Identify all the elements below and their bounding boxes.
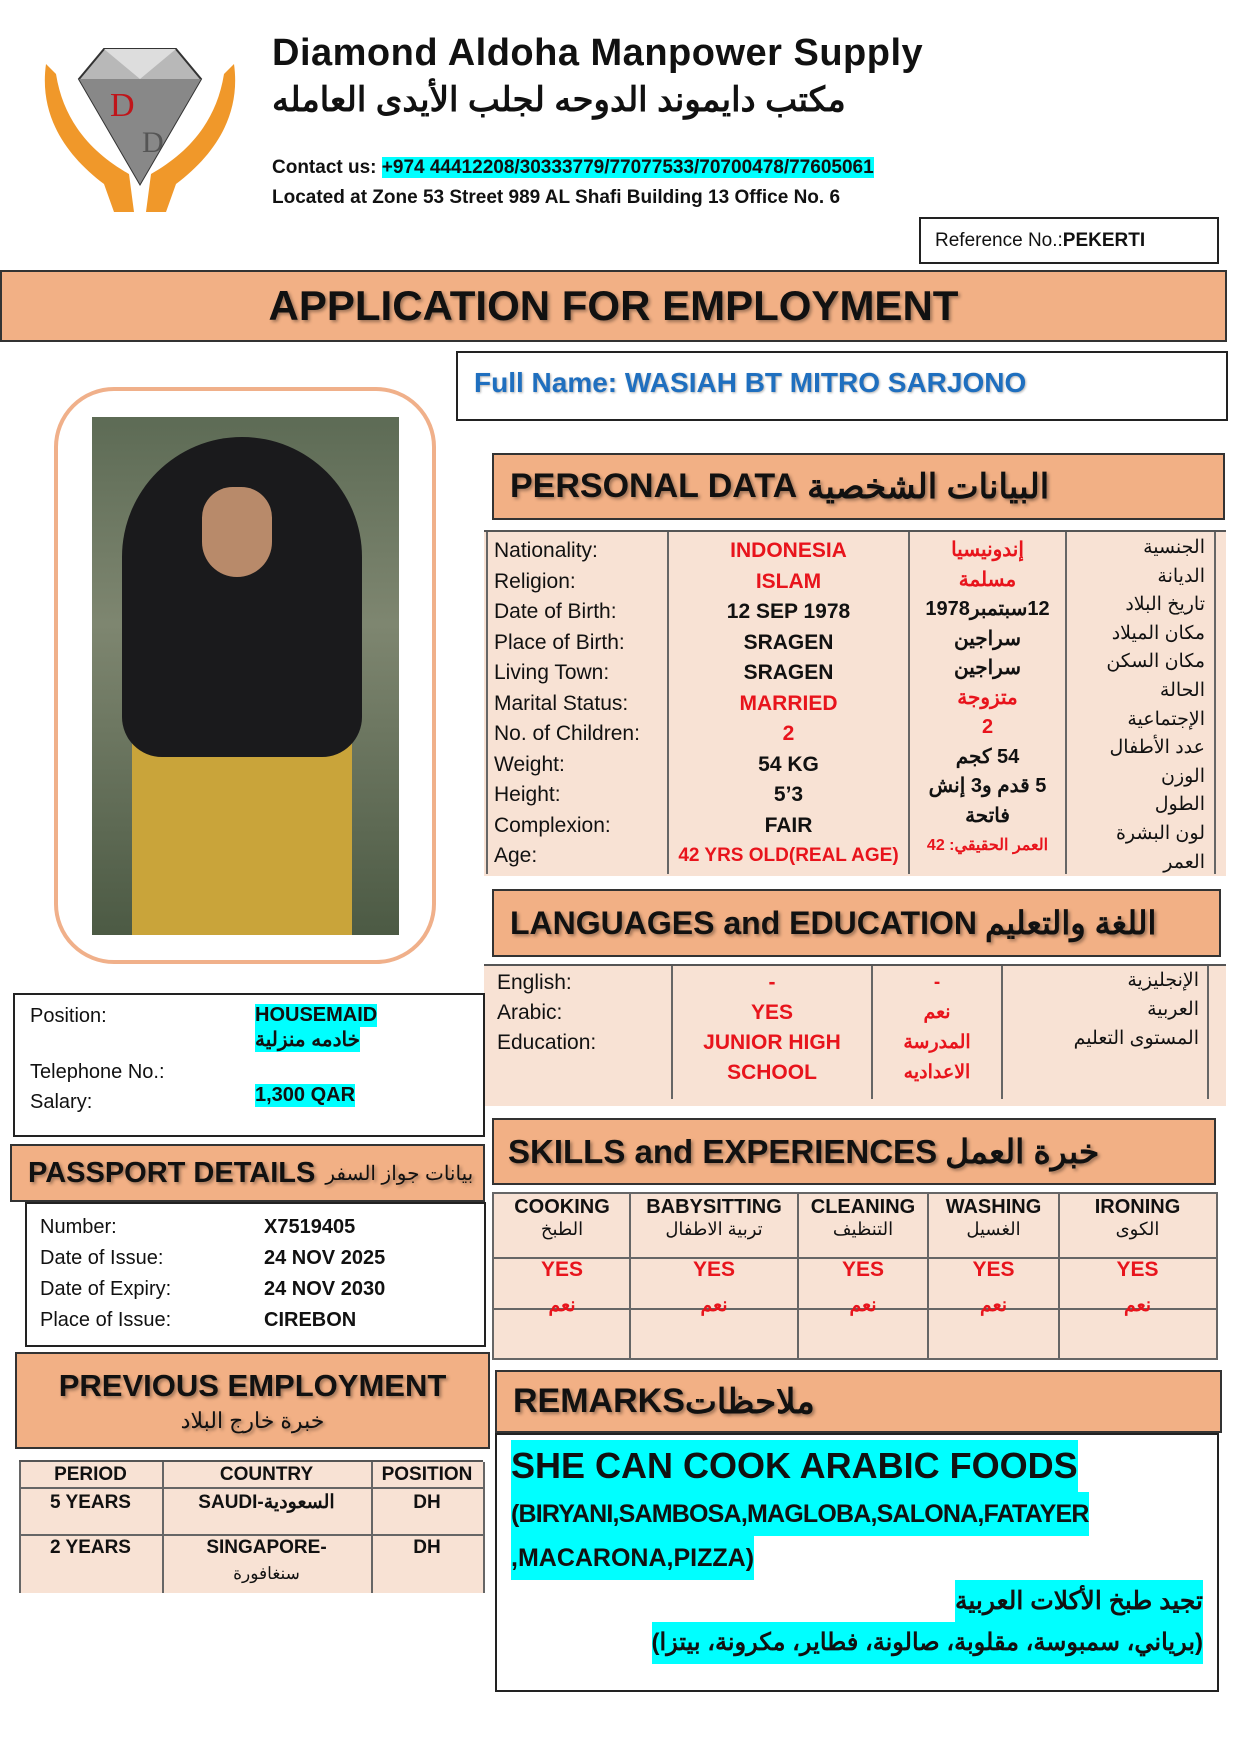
previous-row [19,1535,483,1587]
skill-yes-arabic: نعم [548,1295,576,1316]
label-living-town: Living Town: [494,661,610,684]
skill-ironing [1059,1196,1216,1317]
period: 5 YEARS [50,1492,131,1513]
languages-header [492,889,1221,957]
languages-heading-arabic: اللغة والتعليم [984,905,1157,941]
value-ar-marital: متزوجة [957,686,1018,709]
value-height: 5’3 [773,783,804,806]
personal-data-header [492,453,1225,520]
skill-name: CLEANING [810,1196,916,1218]
label-marital: Marital Status: [494,691,629,715]
skill-name-arabic: تربية الاطفال [665,1219,763,1239]
skill-yes: YES [972,1258,1015,1281]
passport-heading: PASSPORT DETAILS [28,1156,316,1189]
skill-name: BABYSITTING [646,1196,782,1218]
label-passport-number: Number: [40,1216,117,1238]
label-children: No. of Children: [494,722,640,745]
value-ar-religion: مسلمة [958,568,1017,591]
value-ar-english: - [933,972,941,993]
value-ar-pob: سراجين [954,627,1021,650]
contact-label: Contact us: [272,157,382,178]
label-ar: الإجتماعية [1127,708,1205,730]
value-ar-dob: 12سبتمبر1978 [925,598,1050,620]
skill-yes-arabic: نعم [1123,1295,1152,1316]
languages-values-arabic [873,968,1001,1088]
value-marital: MARRIED [739,691,838,715]
skill-name-arabic: التنظيف [832,1219,894,1239]
remarks-line-1: SHE CAN COOK ARABIC FOODS [511,1440,1078,1492]
label-position: Position: [30,1005,107,1027]
value-passport-number: X7519405 [264,1216,356,1238]
company-name: Diamond Aldoha Manpower Supply [272,32,924,74]
label-ar-education: المستوى التعليم [1073,1028,1199,1049]
skill-cooking [494,1196,630,1317]
passport-values [264,1212,385,1336]
svg-text:D: D [110,87,135,124]
label-religion: Religion: [494,569,576,593]
remarks-line-2: (BIRYANI,SAMBOSA,MAGLOBA,SALONA,FATAYER [511,1492,1089,1536]
label-ar: الحالة [1159,679,1205,701]
value-ar-arabic: نعم [923,1002,951,1023]
label-salary: Salary: [30,1091,93,1113]
label-pob: Place of Birth: [494,630,625,654]
application-title-band [0,270,1227,342]
label-expiry-date: Date of Expiry: [40,1278,172,1300]
skill-name: WASHING [945,1196,1042,1218]
previous-row [19,1488,483,1535]
remarks-heading-arabic: ملاحظات [684,1382,815,1421]
value-dob: 12 SEP 1978 [726,600,851,623]
label-ar: الطول [1154,794,1205,816]
personal-labels-arabic [1067,534,1205,877]
label-ar: الوزن [1160,765,1205,787]
skill-yes-arabic: نعم [700,1295,728,1316]
value-ar-complexion: فاتحة [965,804,1010,827]
position: DH [413,1537,441,1558]
value-ar-nationality: إندونيسيا [951,539,1024,561]
full-name: Full Name: WASIAH BT MITRO SARJONO [474,367,1027,398]
value-issue-date: 24 NOV 2025 [264,1247,386,1269]
value-children: 2 [782,722,795,745]
skill-yes-arabic: نعم [849,1295,877,1316]
value-position-arabic: خادمه منزلية [255,1029,360,1051]
passport-header [10,1144,485,1202]
skill-yes: YES [540,1258,584,1281]
svg-text:D: D [142,126,164,159]
value-education-1: JUNIOR HIGH [703,1031,841,1054]
label-weight: Weight: [494,752,565,776]
address: Located at Zone 53 Street 989 AL Shafi Building 13 Office No. 6 [272,187,841,208]
skill-babysitting [630,1196,798,1317]
label-ar-arabic: العربية [1147,999,1199,1020]
value-expiry-date: 24 NOV 2030 [264,1278,386,1300]
full-name-box [456,351,1228,421]
label-ar: الديانة [1157,565,1205,587]
previous-header-row [19,1462,483,1488]
languages-values [673,968,871,1088]
value-weight: 54 KG [758,752,819,776]
position-labels [30,1005,165,1114]
contact-numbers: +974 44412208/30333779/77077533/70700478/77605061 [381,157,874,178]
label-telephone: Telephone No.: [30,1061,165,1083]
languages-labels [497,968,596,1058]
value-arabic: YES [750,1001,794,1024]
label-ar: الجنسية [1143,537,1205,558]
company-name-arabic: مكتب دايموند الدوحه لجلب الأيدى العامله [272,81,846,119]
position: DH [413,1492,441,1513]
skill-yes: YES [841,1258,885,1281]
personal-labels [494,536,640,872]
value-issue-place: CIREBON [264,1309,357,1331]
skill-name: COOKING [514,1196,610,1218]
skill-name-arabic: الغسيل [966,1219,1021,1239]
skill-yes: YES [1116,1258,1159,1281]
label-issue-date: Date of Issue: [40,1247,164,1269]
contact-line [272,157,874,179]
reference-label: Reference No.: [935,230,1063,251]
diamond-hands-logo-icon [34,34,246,212]
col-period: PERIOD [54,1464,127,1485]
value-ar-education-2: الاعداديه [903,1062,971,1083]
label-ar-english: الإنجليزية [1127,970,1199,991]
languages-heading: LANGUAGES and EDUCATION [510,904,977,941]
label-complexion: Complexion: [494,813,611,837]
passport-heading-arabic: بيانات جواز السفر [325,1162,474,1185]
position-values [255,1004,377,1107]
label-age: Age: [494,844,538,867]
country: SINGAPORE- [206,1537,327,1558]
reference-box [919,217,1219,264]
skill-name: IRONING [1094,1196,1181,1218]
label-ar: لون البشرة [1115,822,1205,844]
label-dob: Date of Birth: [494,600,617,623]
value-position: HOUSEMAID [255,1004,378,1026]
value-pob: SRAGEN [743,630,834,654]
personal-data-heading: PERSONAL DATA [510,467,798,505]
col-position: POSITION [381,1464,473,1485]
value-english: - [768,971,776,994]
value-nationality: INDONESIA [730,539,847,562]
skill-yes-arabic: نعم [979,1295,1008,1316]
remarks-line-3: ,MACARONA,PIZZA) [511,1536,754,1580]
personal-values [669,536,908,872]
label-ar: العمر [1163,851,1205,873]
value-ar-height: 5 قدم و3 إنش [928,775,1047,797]
country: SAUDI-السعودية [198,1492,335,1513]
label-ar: تاريخ البلاد [1125,594,1205,616]
skill-washing [928,1196,1059,1317]
value-ar-age: العمر الحقيقي: 42 [926,837,1049,854]
col-country: COUNTRY [219,1464,314,1485]
remarks-content [511,1440,1203,1664]
period: 2 YEARS [50,1537,131,1558]
label-english: English: [497,971,572,994]
remarks-header [495,1370,1222,1433]
reference-value: PEKERTI [1062,230,1146,251]
remarks-heading: REMARKS [513,1382,685,1420]
skill-name-arabic: الطبخ [540,1219,584,1239]
value-religion: ISLAM [755,569,822,593]
label-ar: مكان الميلاد [1111,622,1205,644]
languages-labels-arabic [1003,966,1199,1053]
remarks-line-4-arabic: تجيد طبخ الأكلات العربية [955,1580,1203,1622]
skill-name-arabic: الكوى [1115,1219,1160,1239]
value-age: 42 YRS OLD(REAL AGE) [678,845,899,866]
value-education-2: SCHOOL [727,1061,817,1084]
label-arabic: Arabic: [497,1001,563,1024]
label-ar: مكان السكن [1106,651,1205,673]
skills-heading: SKILLS and EXPERIENCES [508,1132,938,1170]
remarks-line-5-arabic: (برياني، سمبوسة، مقلوبة، صالونة، فطاير، مكرونة، بيتزا) [652,1622,1203,1664]
skill-yes: YES [692,1258,736,1281]
skills-heading-arabic: خبرة العمل [945,1133,1100,1170]
label-ar: عدد الأطفال [1109,737,1205,759]
skill-cleaning [798,1196,928,1317]
label-height: Height: [494,783,561,806]
label-education: Education: [497,1031,597,1054]
label-nationality: Nationality: [494,539,598,562]
company-logo [34,34,246,212]
applicant-photo [92,417,399,935]
personal-values-arabic [910,536,1065,861]
value-living-town: SRAGEN [743,661,834,684]
label-issue-place: Place of Issue: [40,1309,172,1331]
value-ar-weight: 54 كجم [955,745,1020,768]
value-complexion: FAIR [764,813,813,837]
value-ar-education-1: المدرسة [903,1032,971,1053]
skills-header [492,1118,1216,1185]
personal-data-heading-arabic: البيانات الشخصية [807,467,1050,506]
value-salary: 1,300 QAR [255,1084,356,1106]
previous-heading-arabic: خبرة خارج البلاد [180,1407,325,1433]
application-title: APPLICATION FOR EMPLOYMENT [268,282,959,329]
value-ar-living-town: سراجين [954,657,1021,679]
country-arabic: سنغافورة [233,1564,300,1583]
passport-labels [40,1212,171,1336]
previous-employment-header [15,1352,490,1449]
value-ar-children: 2 [981,716,994,738]
previous-heading: PREVIOUS EMPLOYMENT [58,1367,447,1403]
